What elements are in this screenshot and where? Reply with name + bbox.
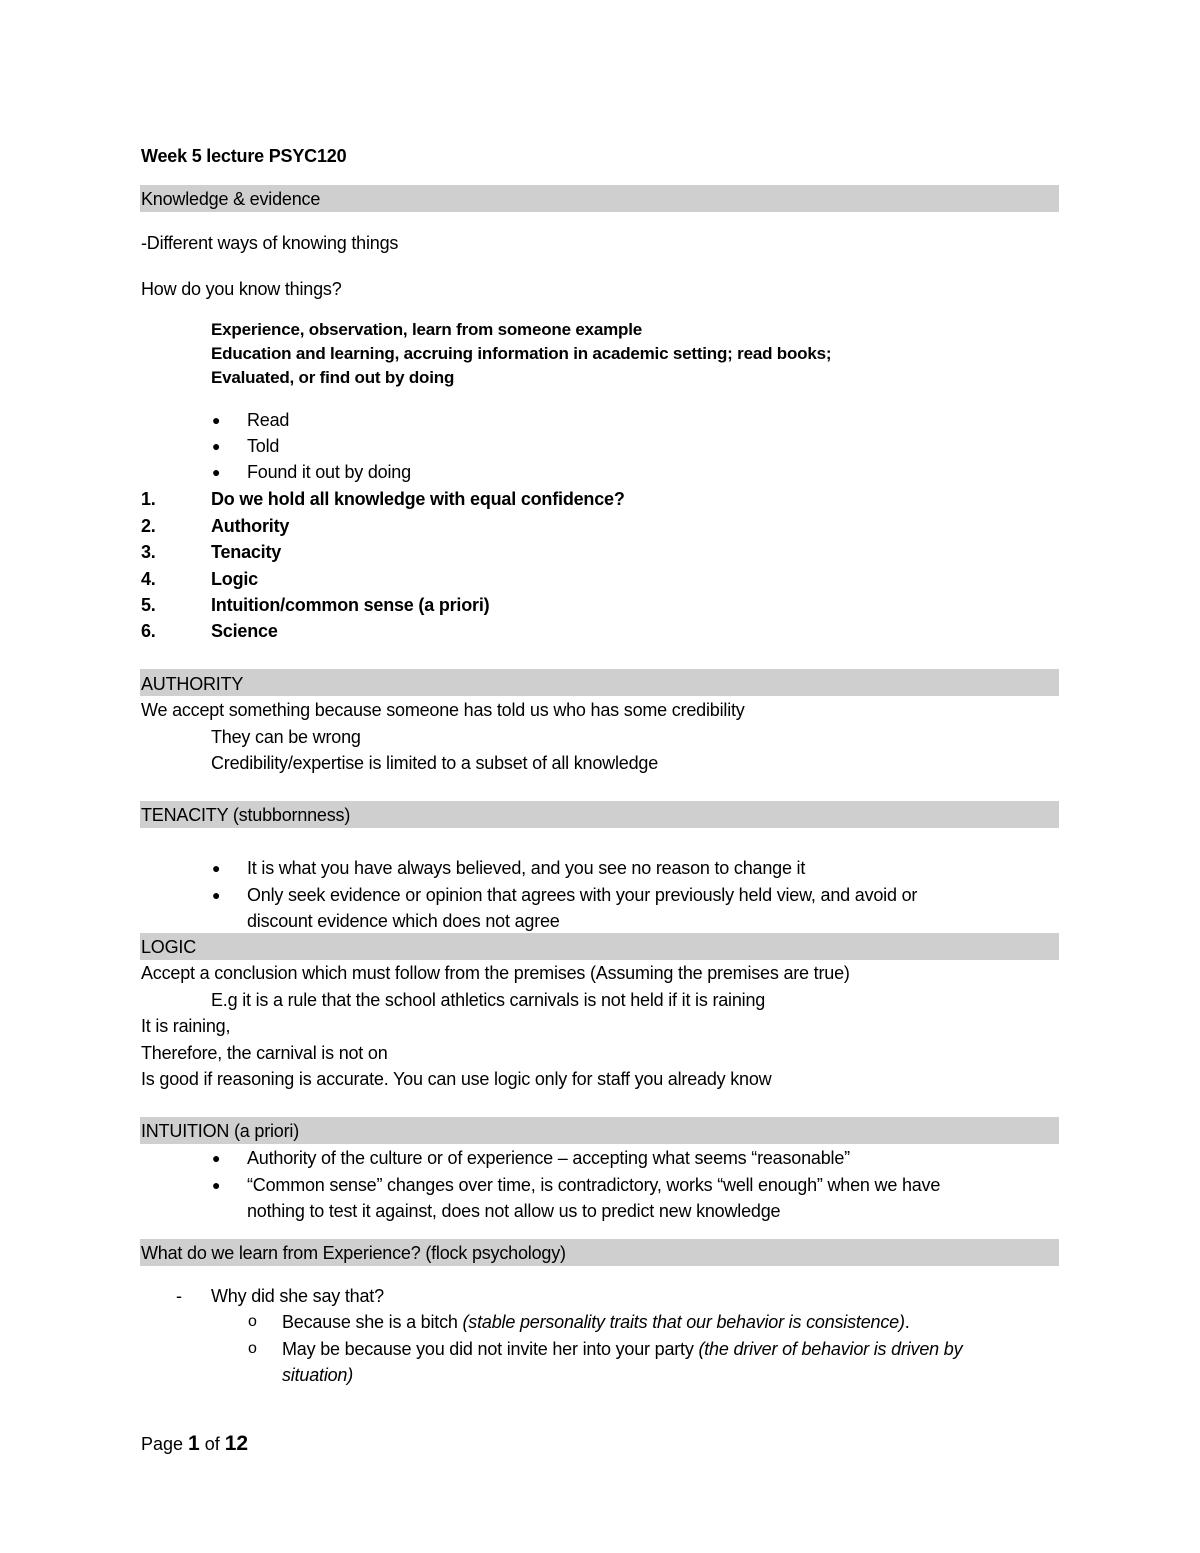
knowledge-indented-line: Evaluated, or find out by doing: [211, 368, 455, 387]
bullet-item-continuation: nothing to test it against, does not allow us to predict new knowledge: [247, 1201, 781, 1221]
bullet-icon: ●: [212, 1177, 221, 1193]
bullet-icon: ●: [212, 1150, 221, 1166]
bullet-item: Only seek evidence or opinion that agrees with your previously held view, and avoid or: [247, 885, 918, 905]
authority-indented-line: Credibility/expertise is limited to a subset of all knowledge: [211, 753, 659, 773]
numbered-item-text: Tenacity: [211, 542, 282, 562]
bullet-icon: ●: [212, 438, 221, 454]
section-heading-authority: AUTHORITY: [141, 674, 244, 694]
page-of-label: of: [199, 1434, 225, 1454]
authority-line: We accept something because someone has told us who has some credibility: [141, 700, 745, 720]
numbered-item-number: 2.: [141, 516, 156, 536]
bullet-item: “Common sense” changes over time, is contradictory, works “well enough” when we have: [247, 1175, 941, 1195]
numbered-item-number: 6.: [141, 621, 156, 641]
numbered-item-text: Logic: [211, 569, 258, 589]
document-title: Week 5 lecture PSYC120: [141, 146, 347, 166]
logic-line: It is raining,: [141, 1016, 231, 1036]
section-heading-logic: LOGIC: [141, 937, 197, 957]
section-heading-shade: [140, 669, 1059, 696]
section-heading-experience: What do we learn from Experience? (flock psychology): [141, 1243, 566, 1263]
section-heading-knowledge: Knowledge & evidence: [141, 189, 321, 209]
numbered-item-text: Science: [211, 621, 278, 641]
section-heading-tenacity: TENACITY (stubbornness): [141, 805, 351, 825]
section-heading-intuition: INTUITION (a priori): [141, 1121, 300, 1141]
logic-line: Accept a conclusion which must follow from the premises (Assuming the premises are true): [141, 963, 850, 983]
page-number: [141, 1431, 248, 1457]
page-label: Page: [141, 1434, 189, 1454]
sub-item-end: .: [904, 1312, 910, 1332]
page-total: 12: [224, 1432, 249, 1455]
knowledge-indented-line: Education and learning, accruing information in academic setting; read books;: [211, 344, 832, 363]
numbered-item-text: Do we hold all knowledge with equal confidence?: [211, 489, 625, 509]
bullet-item: It is what you have always believed, and you see no reason to change it: [247, 858, 806, 878]
bullet-item: Told: [247, 436, 280, 456]
sub-item-text: Because she is a bitch: [282, 1312, 463, 1332]
knowledge-indented-line: Experience, observation, learn from someone example: [211, 320, 643, 339]
logic-line: Therefore, the carnival is not on: [141, 1043, 388, 1063]
circle-bullet-icon: o: [248, 1313, 257, 1330]
dash-marker: -: [176, 1286, 182, 1306]
numbered-item-number: 5.: [141, 595, 156, 615]
circle-bullet-icon: o: [248, 1340, 257, 1357]
sub-item-text: May be because you did not invite her into your party: [282, 1339, 699, 1359]
section-heading-shade: [140, 933, 1059, 960]
authority-indented-line: They can be wrong: [211, 727, 361, 747]
sub-item-italic: (stable personality traits that our behavior is consistence): [462, 1312, 905, 1332]
bullet-icon: ●: [212, 464, 221, 480]
sub-item: [282, 1338, 962, 1360]
logic-line: E.g it is a rule that the school athletics carnivals is not held if it is raining: [211, 990, 766, 1010]
numbered-item-number: 3.: [141, 542, 156, 562]
numbered-item-number: 4.: [141, 569, 156, 589]
numbered-item-number: 1.: [141, 489, 156, 509]
knowledge-line: -Different ways of knowing things: [141, 233, 399, 253]
numbered-item-text: Authority: [211, 516, 290, 536]
page-current: 1: [188, 1432, 200, 1455]
bullet-item: Authority of the culture or of experience – accepting what seems “reasonable”: [247, 1148, 850, 1168]
sub-item: [282, 1311, 910, 1333]
bullet-icon: ●: [212, 860, 221, 876]
numbered-item-text: Intuition/common sense (a priori): [211, 595, 490, 615]
sub-item-continuation: situation): [282, 1365, 354, 1385]
dash-item: Why did she say that?: [211, 1286, 384, 1306]
bullet-icon: ●: [212, 887, 221, 903]
bullet-item: Read: [247, 410, 290, 430]
sub-item-italic: (the driver of behavior is driven by: [698, 1339, 963, 1359]
bullet-item-continuation: discount evidence which does not agree: [247, 911, 560, 931]
knowledge-question: How do you know things?: [141, 279, 342, 299]
bullet-icon: ●: [212, 412, 221, 428]
logic-line: Is good if reasoning is accurate. You can use logic only for staff you already know: [141, 1069, 772, 1089]
bullet-item: Found it out by doing: [247, 462, 411, 482]
